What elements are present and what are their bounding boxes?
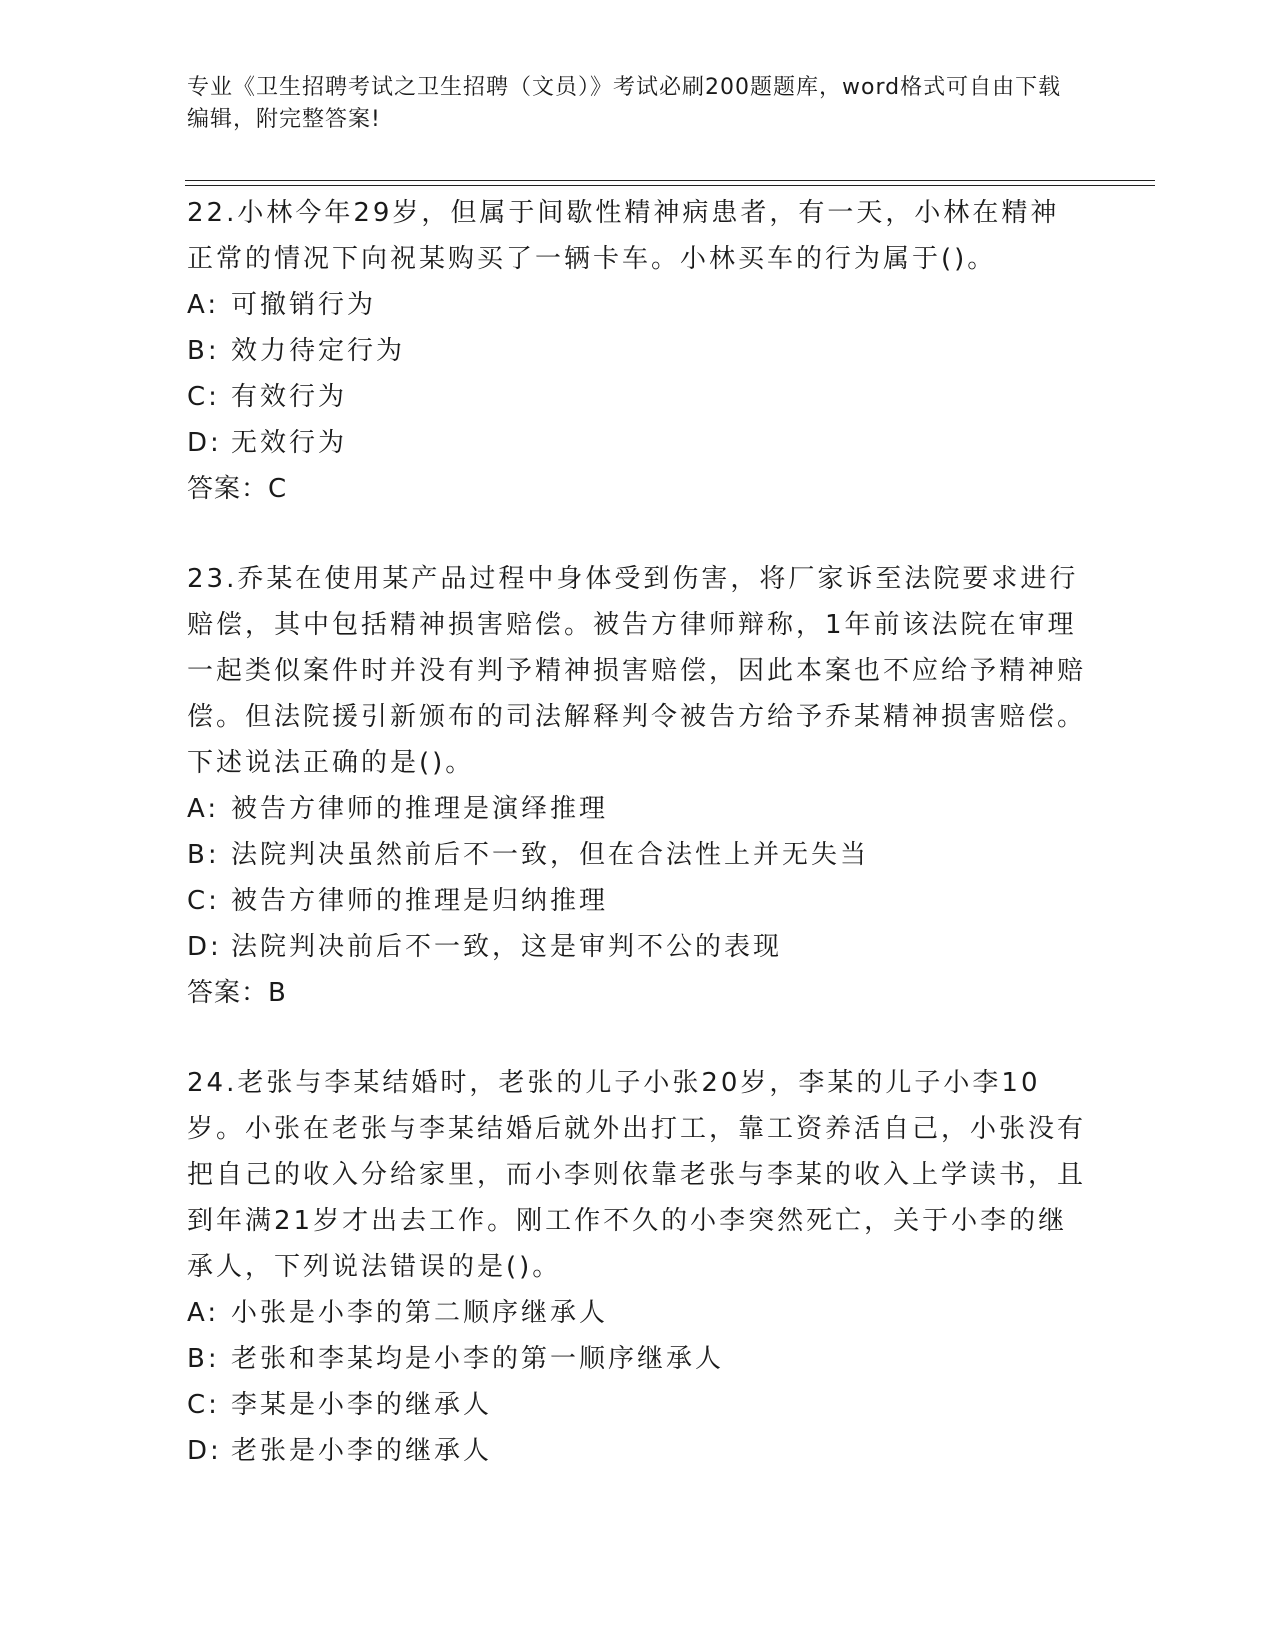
question-23 (187, 556, 1087, 1016)
option-a (187, 282, 1087, 328)
option-a (187, 1290, 1087, 1336)
question-stem: 24.老张与李某结婚时，老张的儿子小张20岁，李某的儿子小李10岁。小张在老张与李某结婚后就外出打工，靠工资养活自己，小张没有把自己的收入分给家里，而小李则依靠老张与李某的收入上学读书，且到年满21岁才出去工作。刚工作不久的小李突然死亡，关于小李的继承人，下列说法错误的是()。 (187, 1068, 1087, 1282)
option-d (187, 924, 1087, 970)
option-b (187, 832, 1087, 878)
option-a (187, 786, 1087, 832)
option-text: 可撤销行为 (231, 290, 377, 320)
option-text: 效力待定行为 (231, 336, 406, 366)
option-text: 有效行为 (231, 382, 348, 412)
header-title: 专业《卫生招聘考试之卫生招聘（文员）》考试必刷200题题库，word格式可自由下载编辑，附完整答案! (187, 75, 1062, 132)
answer-line: 答案：C (187, 474, 288, 504)
option-text: 法院判决虽然前后不一致，但在合法性上并无失当 (231, 840, 870, 870)
question-22 (187, 190, 1087, 512)
option-key: D: (187, 1436, 222, 1466)
option-text: 被告方律师的推理是演绎推理 (231, 794, 609, 824)
option-key: C: (187, 1390, 220, 1420)
option-key: D: (187, 932, 222, 962)
option-b (187, 1336, 1087, 1382)
option-key: B: (187, 1344, 220, 1374)
option-d (187, 1428, 1087, 1474)
option-key: A: (187, 290, 220, 320)
option-c (187, 1382, 1087, 1428)
answer-line: 答案：B (187, 978, 287, 1008)
option-text: 小张是小李的第二顺序继承人 (231, 1298, 609, 1328)
option-key: C: (187, 382, 220, 412)
question-stem: 23.乔某在使用某产品过程中身体受到伤害，将厂家诉至法院要求进行赔偿，其中包括精神损害赔偿。被告方律师辩称，1年前该法院在审理一起类似案件时并没有判予精神损害赔偿，因此本案也不应给予精神赔偿。但法院援引新颁布的司法解释判令被告方给予乔某精神损害赔偿。下述说法正确的是()。 (187, 564, 1087, 778)
option-text: 老张和李某均是小李的第一顺序继承人 (231, 1344, 725, 1374)
option-key: B: (187, 840, 220, 870)
option-text: 李某是小李的继承人 (231, 1390, 493, 1420)
option-key: C: (187, 886, 220, 916)
question-list (187, 190, 1087, 1518)
header-divider-bottom (185, 185, 1155, 186)
question-stem: 22.小林今年29岁，但属于间歇性精神病患者，有一天，小林在精神正常的情况下向祝某购买了一辆卡车。小林买车的行为属于()。 (187, 198, 1060, 274)
option-text: 被告方律师的推理是归纳推理 (231, 886, 609, 916)
option-key: D: (187, 428, 222, 458)
option-b (187, 328, 1087, 374)
question-24 (187, 1060, 1087, 1474)
document-header (187, 72, 1067, 136)
option-c (187, 374, 1087, 420)
option-text: 老张是小李的继承人 (231, 1436, 493, 1466)
option-key: B: (187, 336, 220, 366)
option-d (187, 420, 1087, 466)
option-text: 法院判决前后不一致，这是审判不公的表现 (231, 932, 783, 962)
option-text: 无效行为 (231, 428, 348, 458)
option-key: A: (187, 1298, 220, 1328)
option-key: A: (187, 794, 220, 824)
option-c (187, 878, 1087, 924)
header-divider-top (185, 180, 1155, 181)
